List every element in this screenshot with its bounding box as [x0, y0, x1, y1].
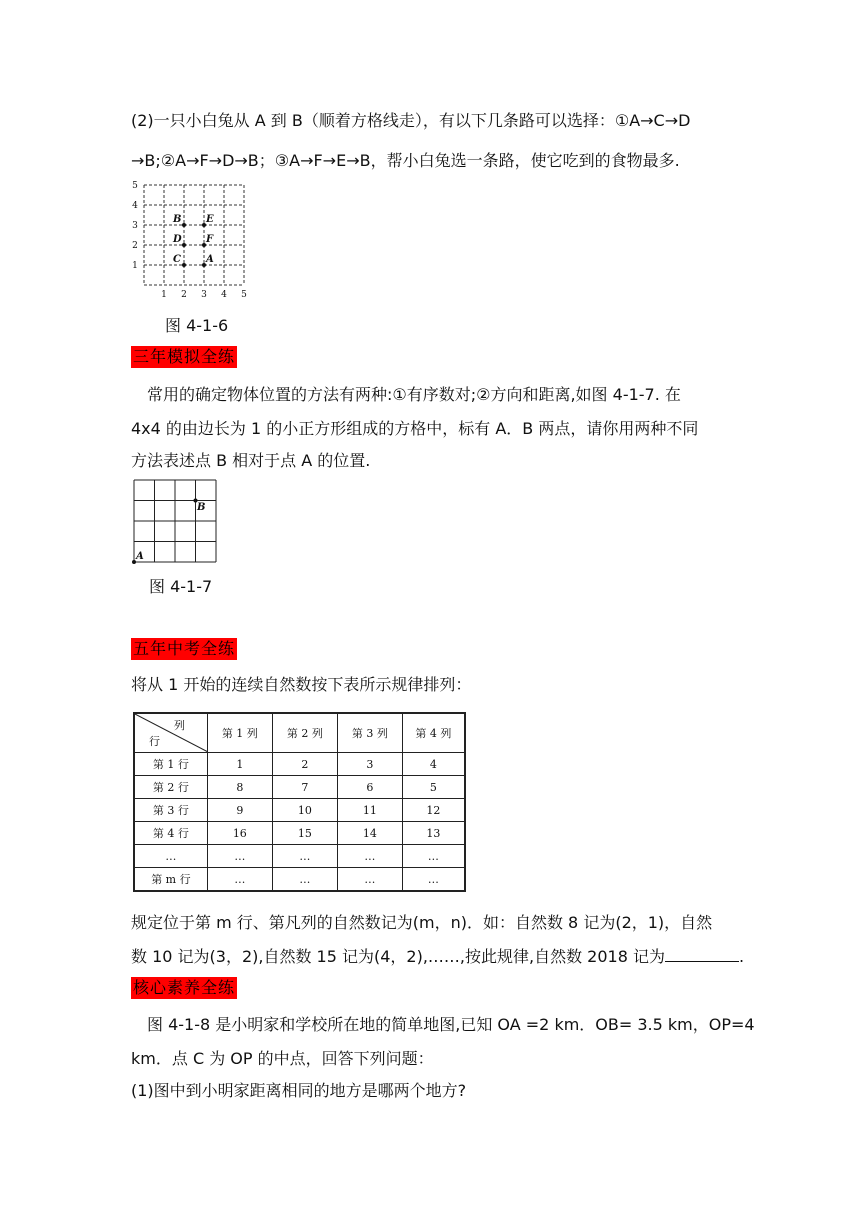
sec1-line-1: 常用的确定物体位置的方法有两种:①有序数对;②方向和距离,如图 4-1-7. 在	[147, 385, 681, 404]
x-tick-label: 5	[241, 290, 247, 300]
solid-grid-lines	[134, 480, 216, 562]
figure-4-1-7-grid	[126, 476, 222, 568]
table-row	[134, 822, 465, 845]
sec3-line-2: km．点 C 为 OP 的中点，回答下列问题：	[131, 1049, 434, 1068]
table-cell: …	[272, 845, 337, 868]
figure-caption: 图 4-1-7	[149, 577, 213, 596]
point-label: C	[173, 254, 181, 265]
table-row	[134, 799, 465, 822]
point-d-dot	[182, 243, 186, 247]
x-tick-label: 1	[161, 290, 167, 300]
row-label: 第 1 行	[134, 753, 207, 776]
corner-col-label: 列	[173, 719, 185, 732]
column-header: 第 2 列	[272, 713, 337, 753]
point-label: B	[173, 214, 182, 225]
dashed-grid-lines	[144, 185, 244, 285]
table-row	[134, 776, 465, 799]
row-label: …	[134, 845, 207, 868]
table-cell: 10	[272, 799, 337, 822]
corner-diagonal	[135, 714, 208, 752]
table-cell: 4	[402, 753, 465, 776]
table-cell: 11	[337, 799, 402, 822]
sec3-line-1: 图 4-1-8 是小明家和学校所在地的简单地图,已知 OA =2 km．OB= 3.5 km，OP=4	[147, 1015, 755, 1034]
table-header-row	[134, 713, 465, 753]
corner-row-label: 行	[149, 735, 160, 748]
q2-line-2: →B;②A→F→D→B；③A→F→E→B，帮小白兔选一条路，使它吃到的食物最多.	[131, 151, 680, 170]
sec1-line-3: 方法表述点 B 相对于点 A 的位置.	[131, 451, 371, 470]
sec3-line-3: (1)图中到小明家距离相同的地方是哪两个地方?	[131, 1081, 467, 1100]
row-label: 第 m 行	[134, 868, 207, 892]
section-tag: 五年中考全练	[133, 639, 236, 658]
corner-cell	[134, 713, 207, 753]
y-tick-label: 1	[132, 261, 138, 271]
table-cell: 8	[207, 776, 272, 799]
q2-line-1: (2)一只小白兔从 A 到 B（顺着方格线走），有以下几条路可以选择：①A→C→D	[131, 111, 691, 130]
row-label: 第 3 行	[134, 799, 207, 822]
table-cell: 13	[402, 822, 465, 845]
point-a-label: A	[136, 551, 144, 562]
row-label: 第 2 行	[134, 776, 207, 799]
table-cell: …	[337, 868, 402, 892]
sec2-rule-line-2	[131, 942, 744, 972]
sec2-rule-line-1: 规定位于第 m 行、第凡列的自然数记为(m，n)．如：自然数 8 记为(2，1)，自然	[131, 913, 713, 932]
point-label: E	[206, 214, 214, 225]
rule-line-2-text: 数 10 记为(3，2),自然数 15 记为(4，2),……,按此规律,自然数 2018 记为	[131, 947, 665, 966]
x-tick-label: 4	[221, 290, 227, 300]
column-header: 第 1 列	[207, 713, 272, 753]
table-cell: …	[272, 868, 337, 892]
number-table	[133, 712, 466, 892]
table-row	[134, 753, 465, 776]
table-cell: 6	[337, 776, 402, 799]
section-tag: 三年模拟全练	[133, 347, 236, 366]
table-row	[134, 845, 465, 868]
table-cell: …	[337, 845, 402, 868]
y-tick-label: 4	[132, 201, 138, 211]
table-cell: 14	[337, 822, 402, 845]
table-row	[134, 868, 465, 892]
table-cell: 7	[272, 776, 337, 799]
figure-caption: 图 4-1-6	[165, 316, 229, 335]
point-label: F	[206, 234, 214, 245]
y-tick-label: 3	[132, 221, 138, 231]
table-cell: 15	[272, 822, 337, 845]
table-cell: …	[402, 845, 465, 868]
point-b-label: B	[197, 502, 206, 513]
point-label: A	[206, 254, 214, 265]
figure-4-1-6-grid	[128, 176, 258, 302]
table-cell: 5	[402, 776, 465, 799]
column-header: 第 4 列	[402, 713, 465, 753]
point-label: D	[173, 234, 182, 245]
table-cell: 2	[272, 753, 337, 776]
y-tick-label: 5	[132, 181, 138, 191]
sec1-line-2: 4x4 的由边长为 1 的小正方形组成的方格中，标有 A．B 两点，请你用两种不同	[131, 419, 699, 438]
x-tick-label: 3	[201, 290, 207, 300]
column-header: 第 3 列	[337, 713, 402, 753]
table-cell: …	[402, 868, 465, 892]
table-cell: …	[207, 845, 272, 868]
section-tag: 核心素养全练	[133, 978, 236, 997]
table-cell: 16	[207, 822, 272, 845]
table-cell: 9	[207, 799, 272, 822]
table-cell: 12	[402, 799, 465, 822]
point-c-dot	[182, 263, 186, 267]
sec2-intro: 将从 1 开始的连续自然数按下表所示规律排列：	[131, 675, 472, 694]
row-label: 第 4 行	[134, 822, 207, 845]
table-cell: 3	[337, 753, 402, 776]
answer-blank[interactable]	[665, 945, 739, 962]
y-tick-label: 2	[132, 241, 138, 251]
x-tick-label: 2	[181, 290, 187, 300]
table-cell: …	[207, 868, 272, 892]
point-b-dot	[182, 223, 186, 227]
rule-line-2-end: .	[739, 947, 745, 966]
table-cell: 1	[207, 753, 272, 776]
